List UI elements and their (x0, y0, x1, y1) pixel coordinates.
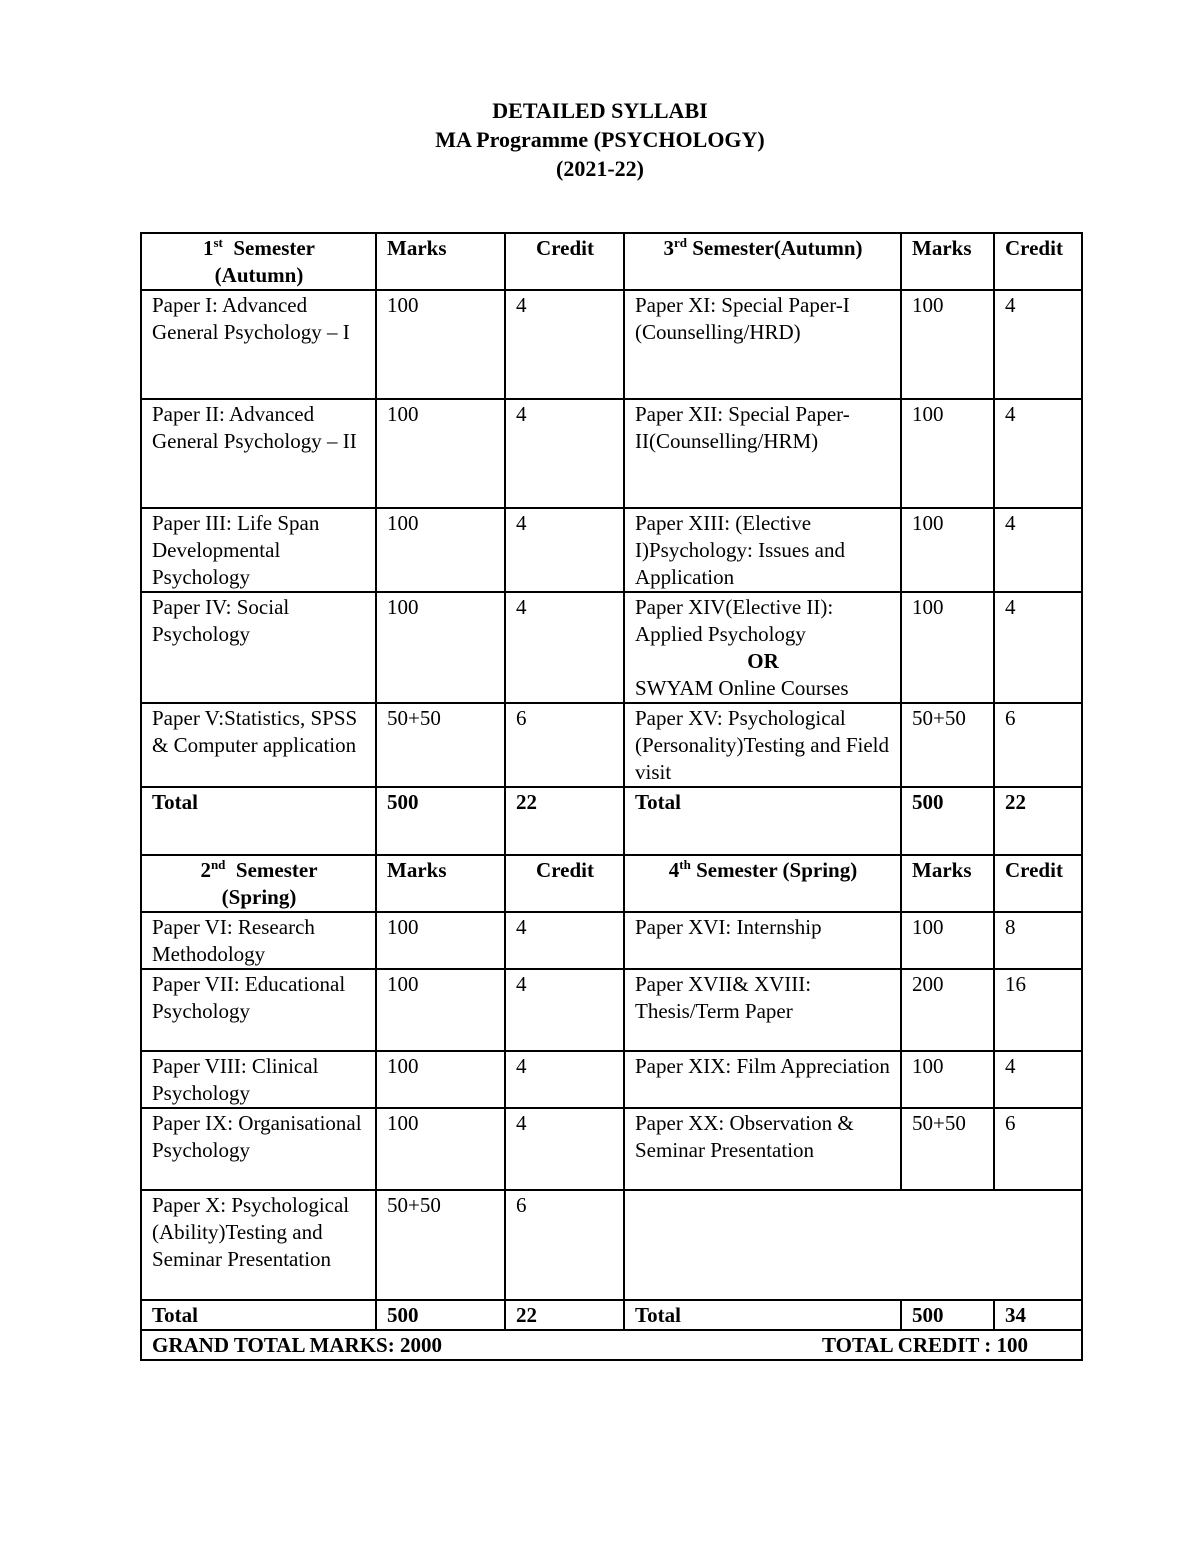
paper-credit: 6 (994, 1108, 1082, 1190)
paper-marks: 200 (901, 969, 994, 1051)
total-label: Total (141, 787, 376, 855)
paper-marks: 100 (376, 508, 505, 592)
table-row (141, 1190, 1082, 1300)
grand-total-row (141, 1330, 1082, 1360)
paper-credit: 6 (994, 703, 1082, 787)
paper-name: Paper VII: Educational Psychology (141, 969, 376, 1051)
credit-header: Credit (505, 233, 624, 290)
paper-marks: 50+50 (901, 1108, 994, 1190)
paper-marks: 50+50 (376, 703, 505, 787)
paper-marks: 100 (901, 290, 994, 399)
total-marks: 500 (376, 787, 505, 855)
title-line-2: MA Programme (PSYCHOLOGY) (435, 127, 765, 152)
table-row (141, 508, 1082, 592)
total-label: Total (624, 787, 901, 855)
total-row-sem1-sem3 (141, 787, 1082, 855)
total-marks: 500 (901, 1300, 994, 1330)
paper-credit: 4 (505, 592, 624, 703)
header-row-sem1-sem3 (141, 233, 1082, 290)
total-marks: 500 (376, 1300, 505, 1330)
paper-name: Paper XVII& XVIII: Thesis/Term Paper (624, 969, 901, 1051)
paper-marks: 100 (376, 912, 505, 969)
paper-name: Paper II: Advanced General Psychology – II (141, 399, 376, 508)
title-line-3: (2021-22) (556, 156, 644, 181)
paper-credit: 4 (505, 508, 624, 592)
paper-credit: 6 (505, 1190, 624, 1300)
table-row (141, 290, 1082, 399)
paper-credit: 4 (505, 912, 624, 969)
grand-total-marks: GRAND TOTAL MARKS: 2000 (152, 1333, 442, 1357)
table-row (141, 592, 1082, 703)
or-separator: OR (747, 649, 779, 673)
table-row (141, 912, 1082, 969)
paper-marks: 50+50 (376, 1190, 505, 1300)
paper-marks: 100 (376, 399, 505, 508)
credit-header: Credit (994, 233, 1082, 290)
paper-name-elective (624, 592, 901, 703)
paper-credit: 6 (505, 703, 624, 787)
paper-marks: 100 (376, 1108, 505, 1190)
paper-name: Paper III: Life Span Developmental Psychology (141, 508, 376, 592)
credit-header: Credit (994, 855, 1082, 912)
grand-total-cell (141, 1330, 1082, 1360)
total-marks: 500 (901, 787, 994, 855)
total-row-sem2-sem4 (141, 1300, 1082, 1330)
credit-header: Credit (505, 855, 624, 912)
paper-name: Paper XI: Special Paper-I (Counselling/HRD) (624, 290, 901, 399)
paper-name: Paper IX: Organisational Psychology (141, 1108, 376, 1190)
paper-marks: 50+50 (901, 703, 994, 787)
paper-marks: 100 (901, 1051, 994, 1108)
paper-credit: 8 (994, 912, 1082, 969)
paper-credit: 4 (994, 1051, 1082, 1108)
paper-name: Paper XVI: Internship (624, 912, 901, 969)
paper-name: Paper VIII: Clinical Psychology (141, 1051, 376, 1108)
table-row (141, 399, 1082, 508)
marks-header: Marks (376, 855, 505, 912)
paper-credit: 4 (505, 1051, 624, 1108)
empty-cell (624, 1190, 1082, 1300)
marks-header: Marks (376, 233, 505, 290)
marks-header: Marks (901, 855, 994, 912)
paper-marks: 100 (901, 592, 994, 703)
marks-header: Marks (901, 233, 994, 290)
sem1-header: 1st Semester (Autumn) (141, 233, 376, 290)
total-label: Total (141, 1300, 376, 1330)
total-credit: 34 (994, 1300, 1082, 1330)
grand-total-credit: TOTAL CREDIT : 100 (822, 1333, 1028, 1357)
paper-marks: 100 (376, 592, 505, 703)
paper-marks: 100 (901, 508, 994, 592)
sem2-header: 2nd Semester (Spring) (141, 855, 376, 912)
paper-name: Paper XV: Psychological (Personality)Testing and Field visit (624, 703, 901, 787)
paper-marks: 100 (901, 399, 994, 508)
alternative-course: SWYAM Online Courses (635, 676, 849, 700)
paper-name: Paper X: Psychological (Ability)Testing and Seminar Presentation (141, 1190, 376, 1300)
paper-name: Paper IV: Social Psychology (141, 592, 376, 703)
total-credit: 22 (994, 787, 1082, 855)
paper-credit: 4 (505, 969, 624, 1051)
paper-marks: 100 (376, 290, 505, 399)
paper-credit: 4 (994, 399, 1082, 508)
paper-name: Paper XIII: (Elective I)Psychology: Issues and Application (624, 508, 901, 592)
document-title (0, 96, 1200, 183)
total-credit: 22 (505, 1300, 624, 1330)
table-row (141, 1051, 1082, 1108)
paper-credit: 4 (994, 508, 1082, 592)
table-row (141, 969, 1082, 1051)
paper-name: Paper XX: Observation & Seminar Presentation (624, 1108, 901, 1190)
paper-credit: 4 (505, 399, 624, 508)
total-label: Total (624, 1300, 901, 1330)
sem4-header: 4th Semester (Spring) (624, 855, 901, 912)
paper-name: Paper XIV(Elective II): Applied Psychology (635, 595, 834, 646)
paper-marks: 100 (376, 1051, 505, 1108)
paper-credit: 16 (994, 969, 1082, 1051)
total-credit: 22 (505, 787, 624, 855)
paper-credit: 4 (994, 290, 1082, 399)
syllabus-table (140, 232, 1083, 1361)
paper-credit: 4 (994, 592, 1082, 703)
paper-name: Paper XII: Special Paper-II(Counselling/HRM) (624, 399, 901, 508)
paper-marks: 100 (901, 912, 994, 969)
paper-credit: 4 (505, 1108, 624, 1190)
header-row-sem2-sem4 (141, 855, 1082, 912)
paper-name: Paper V:Statistics, SPSS & Computer application (141, 703, 376, 787)
title-line-1: DETAILED SYLLABI (492, 98, 708, 123)
paper-marks: 100 (376, 969, 505, 1051)
table-row (141, 703, 1082, 787)
paper-name: Paper VI: Research Methodology (141, 912, 376, 969)
table-row (141, 1108, 1082, 1190)
paper-name: Paper XIX: Film Appreciation (624, 1051, 901, 1108)
paper-name: Paper I: Advanced General Psychology – I (141, 290, 376, 399)
paper-credit: 4 (505, 290, 624, 399)
sem3-header: 3rd Semester(Autumn) (624, 233, 901, 290)
